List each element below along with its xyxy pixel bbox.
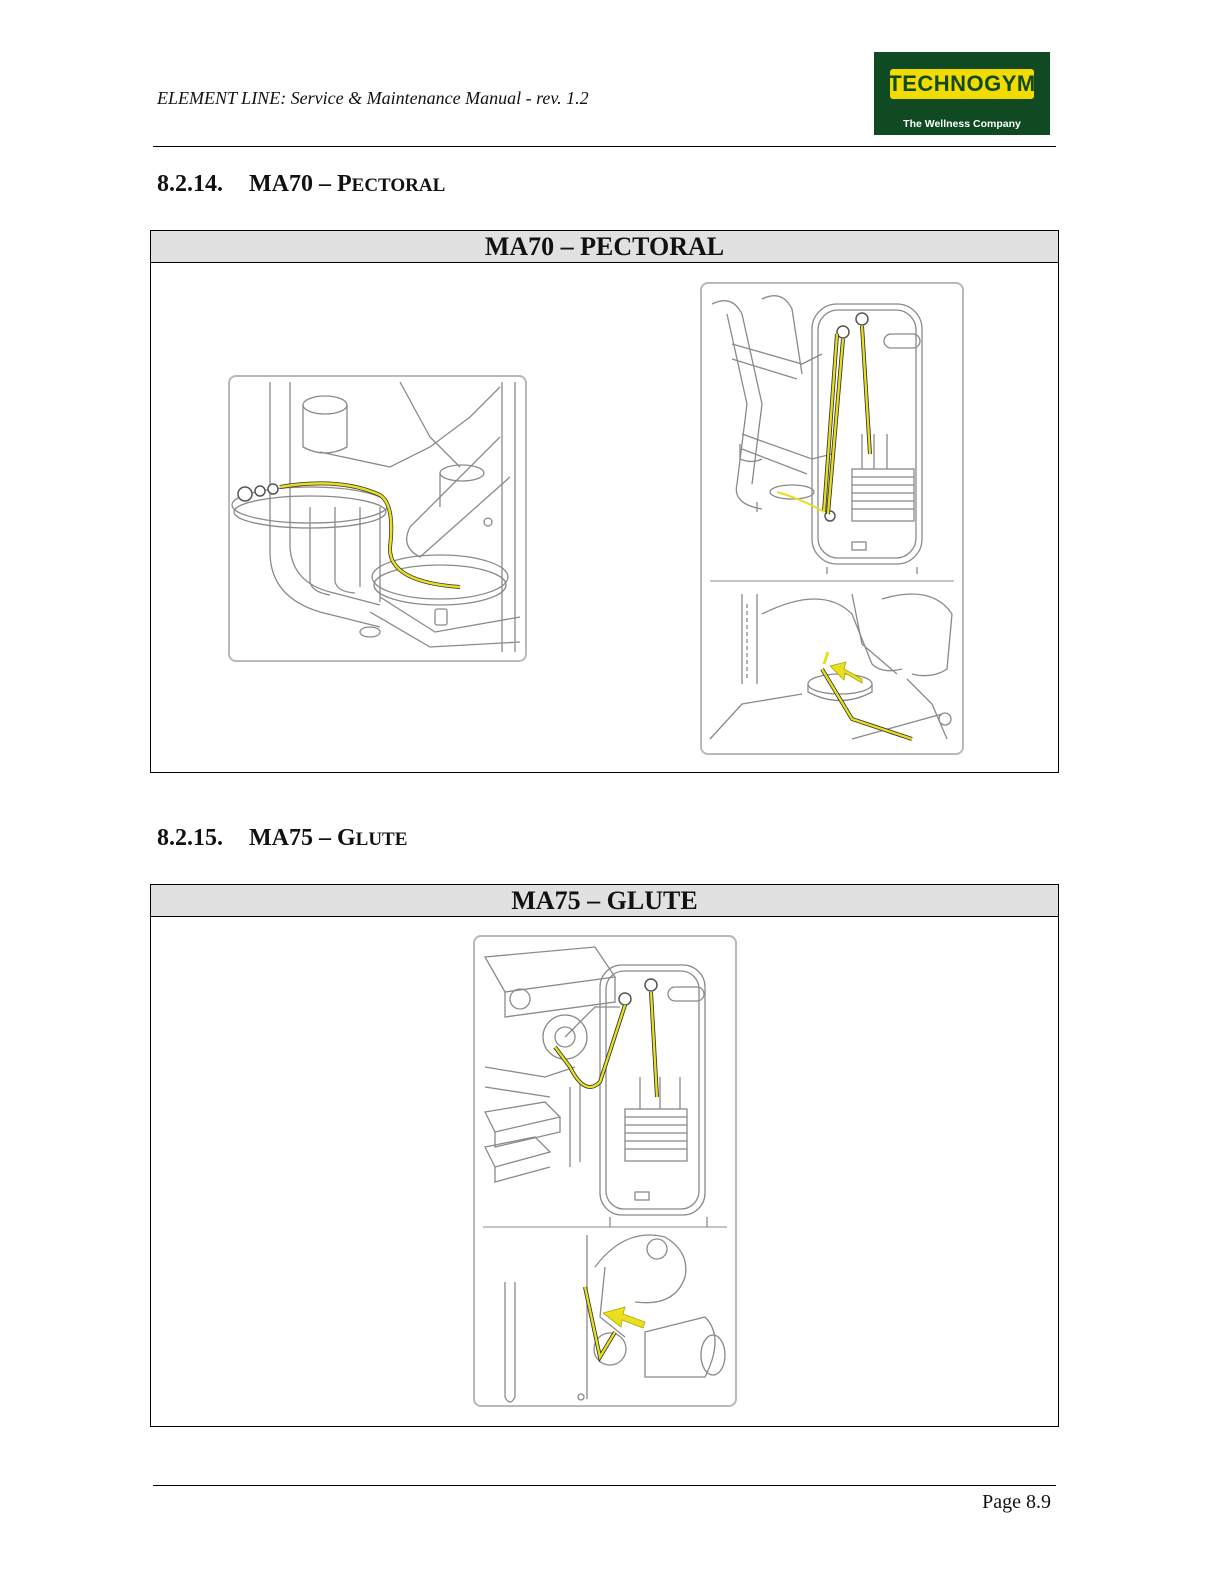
section-title-prefix: MA70 – <box>249 171 337 197</box>
section-heading-pectoral: 8.2.14. MA70 – PECTORAL <box>157 171 446 197</box>
header-rule <box>153 146 1056 147</box>
logo-tagline: The Wellness Company <box>903 118 1021 130</box>
pectoral-cable-routing-detail <box>228 375 527 662</box>
section-number: 8.2.14. <box>157 171 223 197</box>
section-heading-glute: 8.2.15. MA75 – GLUTE <box>157 825 408 851</box>
pectoral-cable-routing-drawing <box>230 377 525 660</box>
document-header-title: ELEMENT LINE: Service & Maintenance Manual - rev. 1.2 <box>157 88 589 108</box>
pectoral-machine-figure <box>700 282 964 755</box>
footer-rule <box>153 1485 1056 1486</box>
pectoral-machine-drawing <box>702 284 962 753</box>
page-number: Page 8.9 <box>982 1491 1051 1513</box>
technogym-logo <box>874 52 1050 135</box>
pectoral-table-header: MA70 – PECTORAL <box>151 231 1058 263</box>
glute-machine-drawing <box>475 937 735 1405</box>
glute-table-header: MA75 – GLUTE <box>151 885 1058 917</box>
logo-wordmark: TECHNOGYM <box>890 69 1034 99</box>
glute-machine-figure <box>473 935 737 1407</box>
section-number: 8.2.15. <box>157 825 223 851</box>
section-title-prefix: MA75 – <box>249 825 337 851</box>
